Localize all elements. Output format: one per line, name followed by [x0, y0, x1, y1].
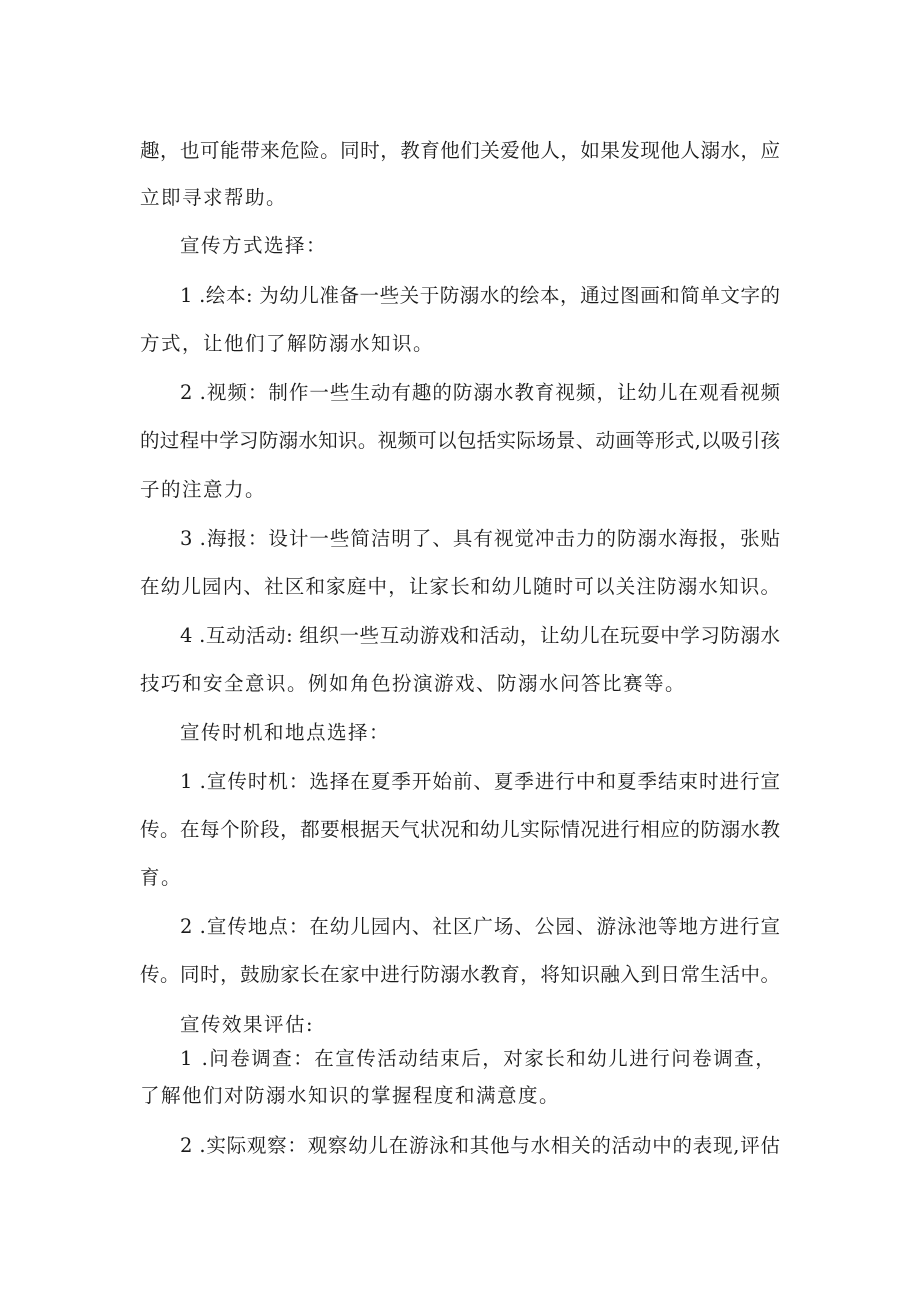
- text-line: 育。: [140, 866, 183, 889]
- text-line: 趣，也可能带来危险。同时，教育他们关爱他人，如果发现他人溺水，应: [140, 139, 780, 162]
- text-line: 3 .海报：设计一些简洁明了、具有视觉冲击力的防溺水海报，张贴: [180, 527, 780, 550]
- text-line: 1 .问卷调查：在宣传活动结束后，对家长和幼儿进行问卷调查，: [180, 1047, 777, 1070]
- text-line: 传。同时，鼓励家长在家中进行防溺水教育，将知识融入到日常生活中。: [140, 963, 780, 986]
- text-line: 2 .实际观察：观察幼儿在游泳和其他与水相关的活动中的表现,评估: [180, 1134, 780, 1157]
- text-line: 子的注意力。: [140, 478, 267, 501]
- text-line: 传。在每个阶段，都要根据天气状况和幼儿实际情况进行相应的防溺水教: [140, 818, 780, 841]
- text-line: 的过程中学习防溺水知识。视频可以包括实际场景、动画等形式,以吸引孩: [140, 429, 780, 452]
- section-heading-methods: 宣传方式选择：: [180, 234, 328, 257]
- text-line: 方式，让他们了解防溺水知识。: [140, 332, 435, 355]
- text-line: 立即寻求帮助。: [140, 186, 288, 209]
- section-heading-evaluation: 宣传效果评估:: [180, 1013, 315, 1036]
- text-line: 1 .宣传时机：选择在夏季开始前、夏季进行中和夏季结束时进行宣: [180, 770, 780, 793]
- text-line: 4 .互动活动: 组织一些互动游戏和活动，让幼儿在玩耍中学习防溺水: [180, 624, 780, 647]
- text-line: 1 .绘本: 为幼儿准备一些关于防溺水的绘本，通过图画和简单文字的: [180, 284, 780, 307]
- text-line: 2 .视频：制作一些生动有趣的防溺水教育视频，让幼儿在观看视频: [180, 381, 780, 404]
- section-heading-timing: 宣传时机和地点选择：: [180, 721, 391, 744]
- text-line: 2 .宣传地点：在幼儿园内、社区广场、公园、游泳池等地方进行宣: [180, 915, 780, 938]
- text-line: 在幼儿园内、社区和家庭中，让家长和幼儿随时可以关注防溺水知识。: [140, 575, 780, 598]
- text-line: 技巧和安全意识。例如角色扮演游戏、防溺水问答比赛等。: [140, 672, 687, 695]
- text-line: 了解他们对防溺水知识的掌握程度和满意度。: [140, 1084, 561, 1107]
